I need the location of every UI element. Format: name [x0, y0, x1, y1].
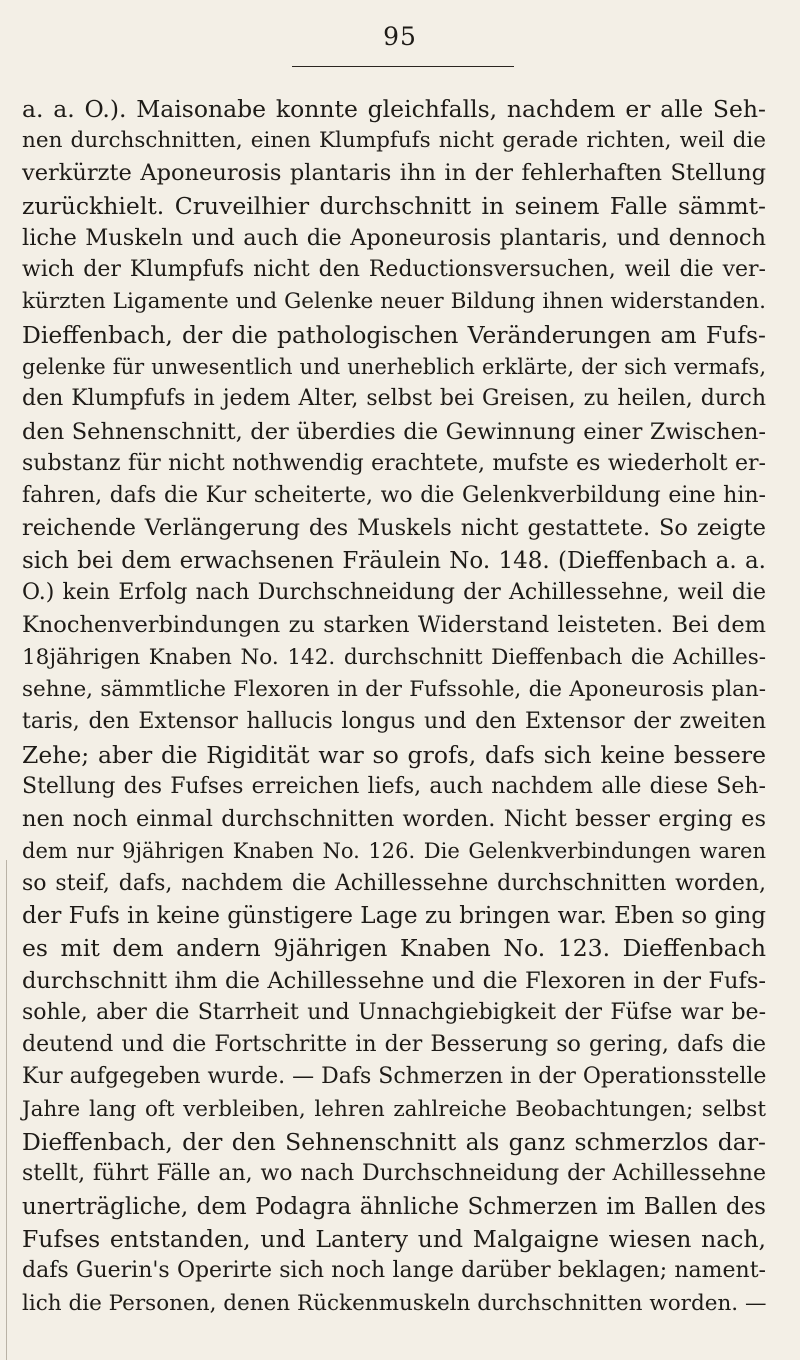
text-line: sohle, aber die Starrheit und Unnachgiebigkeit der Füfse war be-	[22, 1000, 766, 1025]
text-line: unerträgliche, dem Podagra ähnliche Schmerzen im Ballen des	[22, 1194, 766, 1220]
text-line: Dieffenbach, der den Sehnenschnitt als ganz schmerzlos dar-	[22, 1128, 766, 1156]
text-line: den Sehnenschnitt, der überdies die Gewinnung einer Zwischen-	[22, 419, 766, 445]
text-line: so steif, dafs, nachdem die Achillessehne durchschnitten worden,	[22, 871, 766, 896]
text-line: nen noch einmal durchschnitten worden. Nicht besser erging es	[22, 806, 766, 832]
text-line: O.) kein Erfolg nach Durchschneidung der Achillessehne, weil die	[22, 580, 766, 605]
text-line: dem nur 9jährigen Knaben No. 126. Die Gelenkverbindungen waren	[22, 839, 766, 863]
text-line: zurückhielt. Cruveilhier durchschnitt in seinem Falle sämmt-	[22, 192, 766, 220]
text-line: deutend und die Fortschritte in der Besserung so gering, dafs die	[22, 1032, 766, 1057]
text-line: wich der Klumpfufs nicht den Reductionsversuchen, weil die ver-	[22, 257, 766, 282]
text-line: nen durchschnitten, einen Klumpfufs nicht gerade richten, weil die	[22, 128, 766, 153]
text-line: a. a. O.). Maisonabe konnte gleichfalls, nachdem er alle Seh-	[22, 95, 766, 123]
text-line: dafs Guerin's Operirte sich noch lange darüber beklagen; nament-	[22, 1258, 766, 1283]
text-line: lich die Personen, denen Rückenmuskeln durchschnitten worden. —	[22, 1291, 767, 1316]
text-line: verkürzte Aponeurosis plantaris ihn in der fehlerhaften Stellung	[22, 160, 766, 186]
text-line: fahren, dafs die Kur scheiterte, wo die Gelenkverbildung eine hin-	[22, 483, 766, 508]
text-line: sehne, sämmtliche Flexoren in der Fufssohle, die Aponeurosis plan-	[22, 677, 766, 702]
text-line: Fufses entstanden, und Lantery und Malgaigne wiesen nach,	[22, 1225, 766, 1253]
text-line: Zehe; aber die Rigidität war so grofs, dafs sich keine bessere	[22, 741, 766, 769]
header-rule	[292, 66, 514, 67]
text-line: substanz für nicht nothwendig erachtete, mufste es wiederholt er-	[22, 451, 766, 476]
text-line: 18jährigen Knaben No. 142. durchschnitt Dieffenbach die Achilles-	[22, 645, 766, 670]
body-text	[0, 80, 800, 1360]
text-line: durchschnitt ihm die Achillessehne und die Flexoren in der Fufs-	[22, 968, 766, 994]
text-line: es mit dem andern 9jährigen Knaben No. 123. Dieffenbach	[22, 934, 766, 962]
text-line: den Klumpfufs in jedem Alter, selbst bei Greisen, zu heilen, durch	[22, 386, 766, 411]
text-line: reichende Verlängerung des Muskels nicht gestattete. So zeigte	[22, 515, 766, 541]
text-line: Jahre lang oft verbleiben, lehren zahlreiche Beobachtungen; selbst	[22, 1097, 766, 1122]
text-line: sich bei dem erwachsenen Fräulein No. 148. (Dieffenbach a. a.	[22, 548, 766, 574]
text-line: der Fufs in keine günstigere Lage zu bringen war. Eben so ging	[22, 903, 766, 929]
text-line: stellt, führt Fälle an, wo nach Durchschneidung der Achillessehne	[22, 1161, 766, 1186]
text-line: Stellung des Fufses erreichen liefs, auch nachdem alle diese Seh-	[22, 774, 766, 799]
text-line: kürzten Ligamente und Gelenke neuer Bildung ihnen widerstanden.	[22, 289, 766, 314]
text-line: Kur aufgegeben wurde. — Dafs Schmerzen in der Operationsstelle	[22, 1064, 767, 1089]
text-line: gelenke für unwesentlich und unerheblich erklärte, der sich vermafs,	[22, 355, 766, 379]
page-number: 95	[383, 22, 417, 51]
text-line: Dieffenbach, der die pathologischen Veränderungen am Fufs-	[22, 321, 766, 349]
text-line: liche Muskeln und auch die Aponeurosis plantaris, und dennoch	[22, 225, 766, 251]
text-line: taris, den Extensor hallucis longus und den Extensor der zweiten	[22, 709, 766, 734]
text-line: Knochenverbindungen zu starken Widerstand leisteten. Bei dem	[22, 612, 766, 638]
